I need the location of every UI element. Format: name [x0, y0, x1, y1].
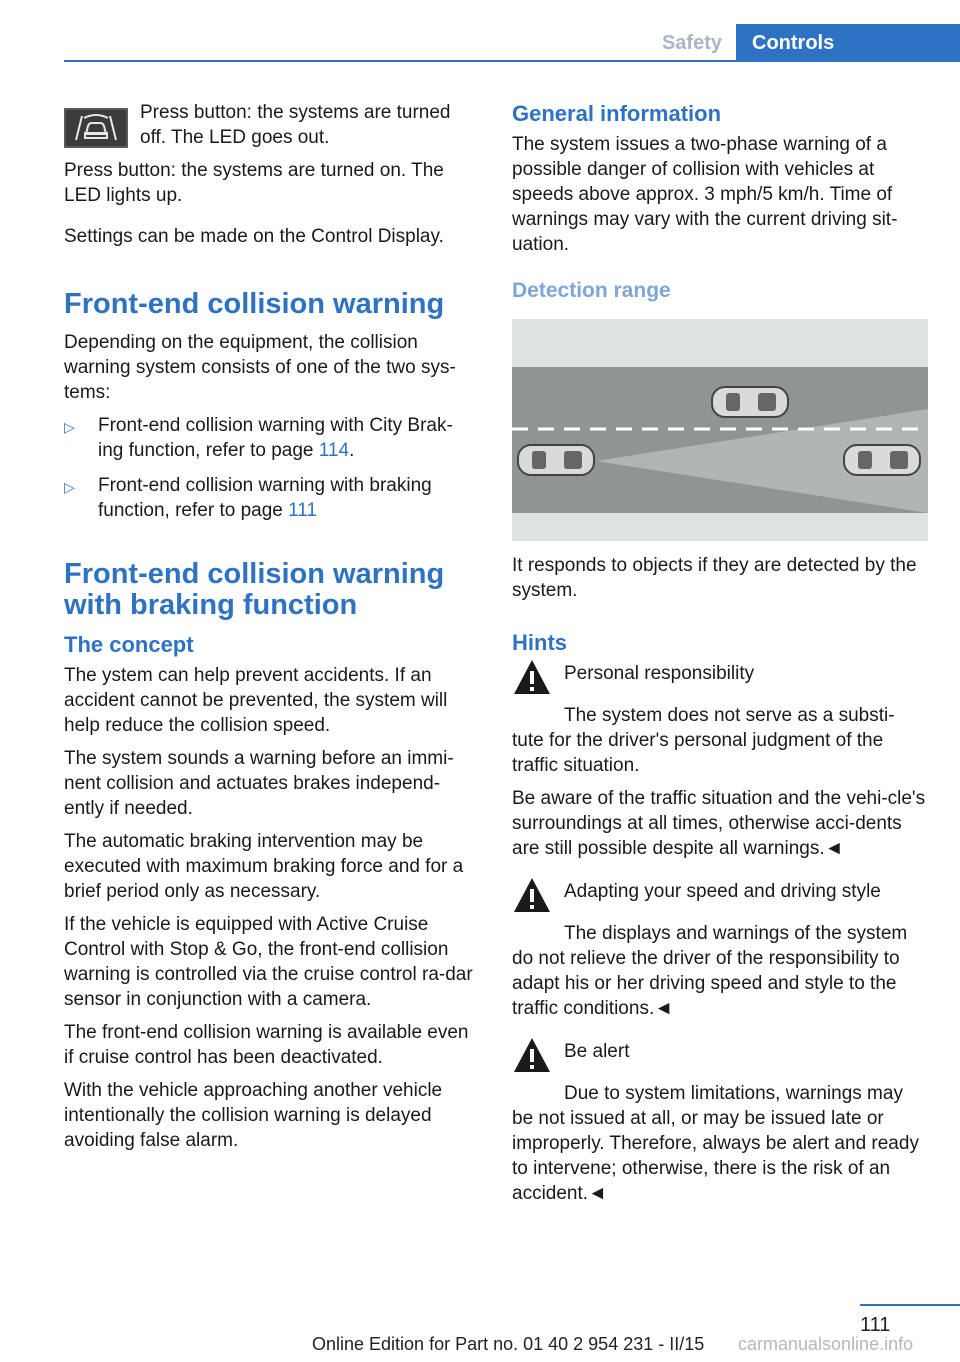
warning-be-alert [512, 1039, 926, 1075]
heading-the-concept: The concept [64, 632, 194, 657]
watermark: carmanualsonline.info [738, 1334, 914, 1354]
bullet1-text: Front-end collision warning with City Brak-ing function, refer to page [98, 415, 453, 461]
paragraph: The ystem can help prevent accidents. If an accident cannot be prevented, the system will help reduce the collision speed. [64, 665, 448, 736]
warning-text: The system does not serve as a substi-tute for the driver's personal judgment of the traffic situation. [512, 705, 895, 776]
tab-controls[interactable]: Controls [736, 24, 960, 62]
edition-text: Online Edition for Part no. 01 40 2 954 231 - II/15 [312, 1334, 705, 1354]
warning-text: Due to system limitations, warnings may be not issued at all, or may be issued late or improperly. Therefore, always be alert and ready to intervene; otherwise, there is the risk of an accident.◄ [512, 1083, 919, 1204]
paragraph: The front-end collision warning is available even if cruise control has been deactivated. [64, 1022, 469, 1068]
triangle-bullet-icon: ▷ [64, 419, 75, 435]
list-item [64, 473, 478, 523]
paragraph-on: Press button: the systems are turned on. The LED lights up. [64, 160, 444, 206]
detection-range-diagram [512, 319, 928, 541]
car-ahead [712, 387, 788, 417]
warning-personal-responsibility [512, 661, 926, 697]
warning-speed-driving-style [512, 879, 926, 915]
bullet1-end: . [349, 440, 355, 461]
heading-detection-range: Detection range [512, 279, 671, 302]
paragraph-settings: Settings can be made on the Control Display. [64, 226, 444, 247]
own-car [518, 445, 594, 475]
warning-text: The displays and warnings of the system do not relieve the driver of the responsibility to adapt his or her driving speed and style to the traffic conditions.◄ [512, 923, 908, 1019]
paragraph-general: The system issues a two-phase warning of a possible danger of collision with vehicles at speeds above approx. 3 mph/5 km/h. Time of warnings may vary with the current driving sit-uation. [512, 134, 898, 255]
paragraph-responds: It responds to objects if they are detected by the system. [512, 555, 917, 601]
page-link-114[interactable]: 114 [318, 440, 350, 461]
front-collision-button-icon [64, 108, 128, 148]
heading-front-end-collision-warning: Front-end collision warning [64, 288, 445, 320]
warning-title: Be alert [564, 1041, 630, 1062]
paragraph: The automatic braking intervention may be executed with maximum braking force and for a brief period only as necessary. [64, 831, 464, 902]
heading-general-information: General information [512, 101, 722, 126]
page-number: 111 [860, 1314, 891, 1336]
warning-triangle-icon [512, 657, 552, 697]
left-column [64, 100, 478, 1161]
tab-safety[interactable]: Safety [661, 32, 722, 54]
footer-rule [860, 1304, 960, 1306]
paragraph-depending: Depending on the equipment, the collision warning system consists of one of the two sys-tems: [64, 332, 456, 403]
header-rule [64, 60, 960, 62]
page-link-111[interactable]: 111 [288, 500, 318, 521]
warning-title: Adapting your speed and driving style [564, 881, 881, 902]
heading-hints: Hints [512, 630, 567, 655]
warning-triangle-icon [512, 1035, 552, 1075]
paragraph: The system sounds a warning before an immi-nent collision and actuates brakes independ-ently if needed. [64, 748, 454, 819]
paragraph: If the vehicle is equipped with Active Cruise Control with Stop & Go, the front-end collision warning is controlled via the cruise control ra-dar sensor in conjunction with a camera. [64, 914, 473, 1010]
right-column [512, 100, 926, 1214]
warning-title: Personal responsibility [564, 663, 755, 684]
car-detected [844, 445, 920, 475]
bullet2-text: Front-end collision warning with braking function, refer to page [98, 475, 432, 521]
heading-braking-function: Front-end collision warning with braking function [64, 558, 445, 621]
paragraph: Be aware of the traffic situation and the vehi-cle's surroundings at all times, otherwise acci-dents are still possible despite all warnings.◄ [512, 788, 926, 859]
paragraph: With the vehicle approaching another vehicle intentionally the collision warning is delayed avoiding false alarm. [64, 1080, 443, 1151]
button-description [64, 100, 478, 150]
warning-triangle-icon [512, 875, 552, 915]
list-item [64, 413, 478, 463]
button-off-text: Press button: the systems are turned off. The LED goes out. [140, 102, 451, 148]
triangle-bullet-icon: ▷ [64, 479, 75, 495]
